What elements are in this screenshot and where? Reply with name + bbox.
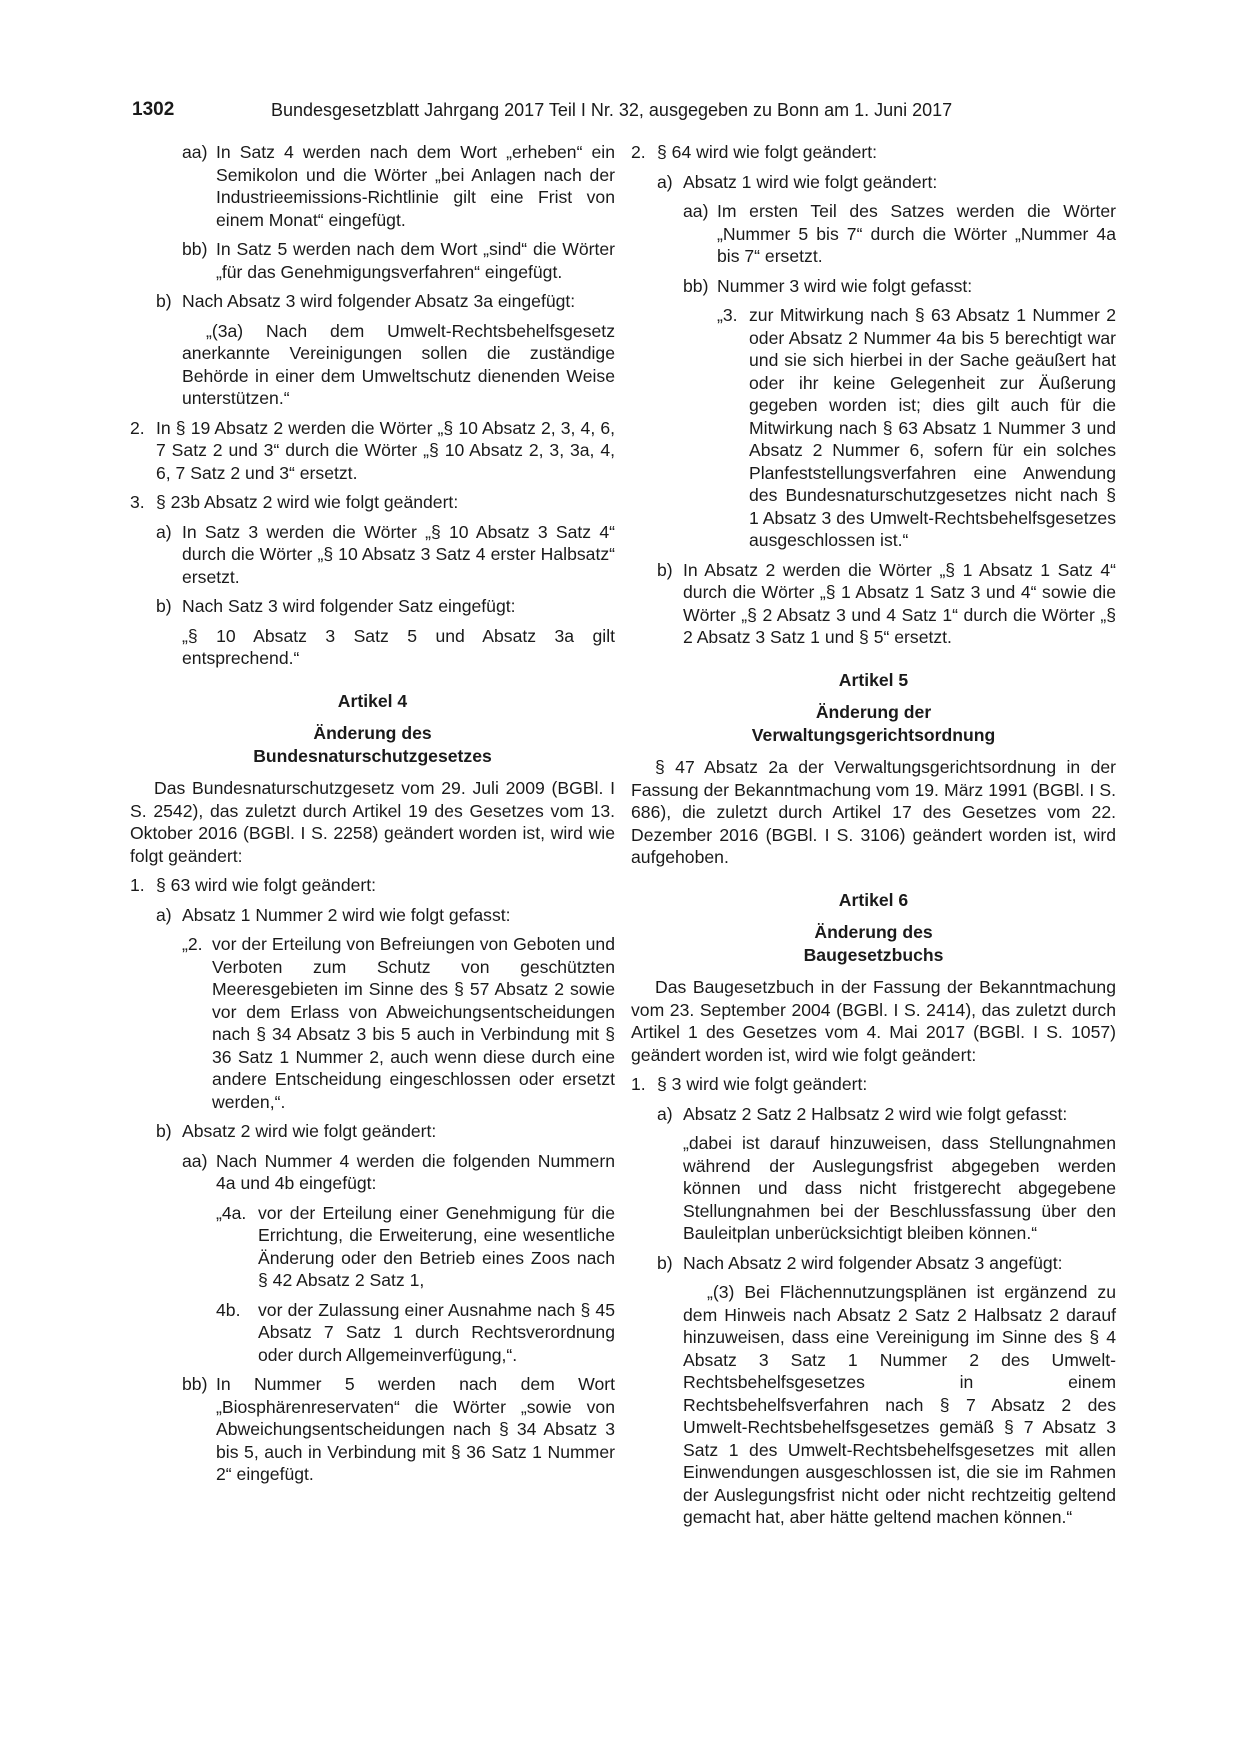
item-text: Nach Absatz 2 wird folgender Absatz 3 angefügt: <box>683 1252 1063 1273</box>
item-label: bb) <box>182 1374 208 1394</box>
item-text: Absatz 2 wird wie folgt geändert: <box>182 1121 437 1141</box>
item-text: Nach Satz 3 wird folgender Satz eingefügt: <box>182 596 516 616</box>
item-text: § 3 wird wie folgt geändert: <box>657 1074 868 1094</box>
list-item <box>631 200 1116 268</box>
item-text: In § 19 Absatz 2 werden die Wörter „§ 10 Absatz 2, 3, 4, 6, 7 Satz 2 und 3“ durch die Wörter „§ 10 Absatz 2, 3, 3a, 4, 6, 7 Satz 2 und 3“ ersetzt. <box>156 417 615 483</box>
article-number: Artikel 6 <box>838 889 909 910</box>
list-item <box>130 904 615 927</box>
item-label: bb) <box>182 239 208 259</box>
list-item <box>631 141 1116 164</box>
item-label: a) <box>156 521 172 542</box>
article-title <box>631 921 1116 966</box>
item-label: bb) <box>683 275 709 296</box>
item-text: Nach Absatz 3 wird folgender Absatz 3a eingefügt: <box>182 291 576 311</box>
item-label: 1. <box>631 1074 646 1094</box>
list-item <box>631 559 1116 649</box>
list-item <box>631 1073 1116 1096</box>
list-item <box>130 290 615 313</box>
quoted-list-item <box>130 1299 615 1367</box>
list-item <box>631 1252 1116 1275</box>
list-item <box>130 874 615 897</box>
item-text: Nach Nummer 4 werden die folgenden Nummern 4a und 4b eingefügt: <box>216 1150 615 1193</box>
list-item <box>631 1103 1116 1126</box>
item-text: vor der Erteilung einer Genehmigung für die Errichtung, die Erweiterung, eine wesentliche Änderung oder den Betrieb eines Zoos nach § 42 Absatz 2 Satz 1, <box>258 1202 615 1290</box>
item-label: 3. <box>130 492 145 512</box>
article-body: § 47 Absatz 2a der Verwaltungsgerichtsordnung in der Fassung der Bekanntmachung vom 19. März 1991 (BGBl. I S. 686), die zuletzt durch Artikel 17 des Gesetzes vom 22. Dezember 2016 (BGBl. I S. 3106) geändert worden ist, wird aufgehoben. <box>631 757 1116 867</box>
item-text: In Absatz 2 werden die Wörter „§ 1 Absatz 1 Satz 4“ durch die Wörter „§ 1 Absatz 1 Satz 3 und 4“ sowie die Wörter „§ 2 Absatz 3 und 4 Satz 1“ durch die Wörter „§ 2 Absatz 3 Satz 1 und § 5“ ersetzt. <box>683 559 1116 647</box>
article-title-line: Baugesetzbuchs <box>803 944 944 965</box>
item-label: „2. <box>182 934 203 954</box>
article-intro: Das Baugesetzbuch in der Fassung der Bekanntmachung vom 23. September 2004 (BGBl. I S. 2414), das zuletzt durch Artikel 1 des Gesetzes vom 4. Mai 2017 (BGBl. I S. 1057) geändert worden ist, wird wie folgt geändert: <box>631 977 1116 1065</box>
article-title <box>631 701 1116 746</box>
list-item <box>130 491 615 514</box>
item-text: Im ersten Teil des Satzes werden die Wörter „Nummer 5 bis 7“ durch die Wörter „Nummer 4a bis 7“ ersetzt. <box>717 201 1116 266</box>
article-intro: Das Bundesnaturschutzgesetz vom 29. Juli 2009 (BGBl. I S. 2542), das zuletzt durch Artikel 19 des Gesetzes vom 13. Oktober 2016 (BGBl. I S. 2258) geändert worden ist, wird wie folgt geändert: <box>130 778 615 866</box>
item-text: § 63 wird wie folgt geändert: <box>156 875 377 895</box>
quoted-list-item <box>631 304 1116 552</box>
list-item <box>130 141 615 231</box>
quoted-list-item <box>130 1202 615 1292</box>
quoted-text: „(3) Bei Flächennutzungsplänen ist ergänzend zu dem Hinweis nach Absatz 2 Satz 2 Halbsatz 2 darauf hinzuweisen, dass eine Vereinigung im Sinne des § 4 Absatz 3 Satz 1 Nummer 2 des Umwelt-Rechtsbehelfsgesetzes in einem Rechtsbehelfsverfahren nach § 7 Absatz 2 des Umwelt-Rechtsbehelfsgesetzes gemäß § 7 Absatz 3 Satz 1 des Umwelt-Rechtsbehelfsgesetzes mit allen Einwendungen ausgeschlossen ist, die sie im Rahmen der Auslegungsfrist nicht oder nicht rechtzeitig geltend gemacht hat, aber hätte geltend machen können.“ <box>683 1282 1116 1527</box>
article-title-line: Änderung des <box>814 922 933 942</box>
item-label: a) <box>657 1103 673 1124</box>
item-text: Absatz 2 Satz 2 Halbsatz 2 wird wie folgt gefasst: <box>683 1103 1068 1124</box>
list-item <box>130 521 615 589</box>
list-item <box>631 171 1116 194</box>
item-text: vor der Zulassung einer Ausnahme nach § 45 Absatz 7 Satz 1 durch Rechtsverordnung oder durch Allgemeinverfügung,“. <box>258 1299 615 1365</box>
list-item <box>130 595 615 618</box>
item-label: aa) <box>182 142 208 162</box>
article-number: Artikel 5 <box>838 669 909 690</box>
page-number: 1302 <box>132 99 175 120</box>
item-label: b) <box>657 559 673 580</box>
article-title-line: Änderung der <box>815 702 932 722</box>
article-title-line: Bundesnaturschutzgesetzes <box>253 745 492 766</box>
item-label: b) <box>156 291 172 311</box>
list-item <box>631 275 1116 298</box>
item-text: § 64 wird wie folgt geändert: <box>657 142 878 162</box>
item-label: b) <box>657 1252 673 1273</box>
item-label: b) <box>156 596 172 616</box>
item-label: 1. <box>130 875 145 895</box>
item-label: „3. <box>717 305 738 325</box>
item-text: In Nummer 5 werden nach dem Wort „Biosphärenreservaten“ die Wörter „sowie von Abweichungsentscheidungen nach § 34 Absatz 3 bis 5, auch in Verbindung mit § 36 Satz 1 Nummer 2“ eingefügt. <box>216 1374 615 1484</box>
article-title-line: Änderung des <box>313 723 432 743</box>
item-text: vor der Erteilung von Befreiungen von Geboten und Verboten zum Schutz von geschützten Meeresgebieten im Sinne des § 57 Absatz 2 sowie vor dem Erlass von Abweichungsentscheidungen nach § 34 Absatz 3 bis 5 auch in Verbindung mit § 36 Satz 1 Nummer 2, auch wenn diese durch eine andere Entscheidung eingeschlossen oder ersetzt werden,“. <box>212 934 615 1112</box>
quoted-list-item <box>130 933 615 1113</box>
article-title <box>130 722 615 767</box>
item-text: zur Mitwirkung nach § 63 Absatz 1 Nummer 2 oder Absatz 2 Nummer 4a bis 5 berechtigt war und sie sich hierbei in der Sache geäußert hat oder ihr keine Gelegenheit zur Äußerung gegeben worden ist; dies gilt auch für die Mitwirkung nach § 63 Absatz 1 Nummer 3 und Absatz 2 Nummer 6, sofern für ein solches Planfeststellungsverfahren eine Anwendung des Bundesnaturschutzgesetzes nicht nach § 1 Absatz 3 des Umwelt-Rechtsbehelfsgesetzes ausgeschlossen ist.“ <box>749 305 1116 550</box>
item-text: Nummer 3 wird wie folgt gefasst: <box>717 275 973 296</box>
left-column <box>130 141 615 1493</box>
quoted-text: „dabei ist darauf hinzuweisen, dass Stellungnahmen während der Auslegungsfrist abgegeben werden können und dass nicht fristgerecht abgegebene Stellungnahmen bei der Beschlussfassung über den Bauleitplan unberücksichtigt bleiben können.“ <box>683 1133 1116 1243</box>
item-label: aa) <box>683 201 709 221</box>
item-label: 4b. <box>216 1299 241 1320</box>
list-item <box>130 417 615 485</box>
item-text: In Satz 5 werden nach dem Wort „sind“ die Wörter „für das Genehmigungsverfahren“ eingefügt. <box>216 239 615 282</box>
list-item <box>130 238 615 283</box>
item-label: 2. <box>130 417 145 438</box>
article-title-line: Verwaltungsgerichtsordnung <box>751 724 996 745</box>
item-text: Absatz 1 Nummer 2 wird wie folgt gefasst: <box>182 904 511 925</box>
item-label: „4a. <box>216 1202 247 1223</box>
article-number: Artikel 4 <box>337 690 408 711</box>
quoted-text: „(3a) Nach dem Umwelt-Rechtsbehelfsgesetz anerkannte Vereinigungen sollen die zuständige Behörde in einer dem Umweltschutz dienenden Weise unterstützen.“ <box>182 320 615 408</box>
item-label: a) <box>657 171 673 192</box>
item-label: b) <box>156 1121 172 1141</box>
item-label: aa) <box>182 1150 208 1171</box>
right-column <box>631 141 1116 1536</box>
quoted-text: „§ 10 Absatz 3 Satz 5 und Absatz 3a gilt entsprechend.“ <box>182 625 615 668</box>
list-item <box>130 1120 615 1143</box>
item-text: Absatz 1 wird wie folgt geändert: <box>683 171 938 192</box>
list-item <box>130 1373 615 1486</box>
item-label: a) <box>156 904 172 925</box>
item-label: 2. <box>631 142 646 162</box>
item-text: In Satz 3 werden die Wörter „§ 10 Absatz 3 Satz 4“ durch die Wörter „§ 10 Absatz 3 Satz 4 erster Halbsatz“ ersetzt. <box>182 521 615 587</box>
running-header: Bundesgesetzblatt Jahrgang 2017 Teil I Nr. 32, ausgegeben zu Bonn am 1. Juni 2017 <box>271 100 953 120</box>
item-text: § 23b Absatz 2 wird wie folgt geändert: <box>156 492 459 512</box>
list-item <box>130 1150 615 1195</box>
item-text: In Satz 4 werden nach dem Wort „erheben“ ein Semikolon und die Wörter „bei Anlagen nach der Industrieemissions-Richtlinie gilt eine Frist von einem Monat“ eingefügt. <box>216 142 615 230</box>
